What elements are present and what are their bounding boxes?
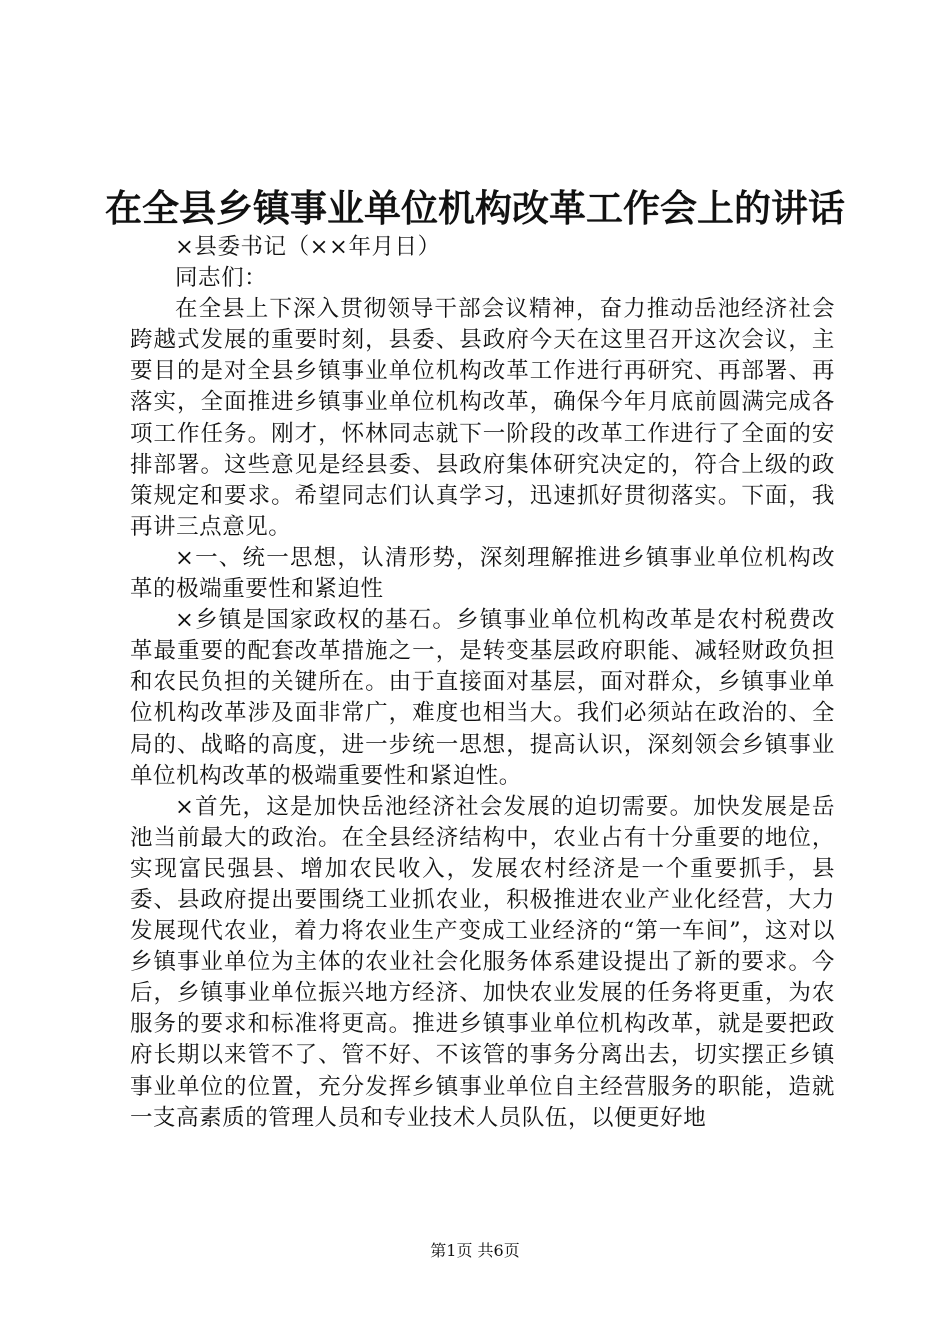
page-number-footer: 第1页 共6页 bbox=[430, 1241, 520, 1260]
body-paragraph: ×首先，这是加快岳池经济社会发展的迫切需要。加快发展是岳池当前最大的政治。在全县经济结构中，农业占有十分重要的地位，实现富民强县、增加农民收入，发展农村经济是一个重要抓手，县委、县政府提出要围绕工业抓农业，积极推进农业产业化经营，大力发展现代农业，着力将农业生产变成工业经济的“第一车间”，这对以乡镇事业单位为主体的农业社会化服务体系建设提出了新的要求。今后，乡镇事业单位振兴地方经济、加快农业发展的任务将更重，为农服务的要求和标准将更高。推进乡镇事业单位机构改革，就是要把政府长期以来管不了、管不好、不该管的事务分离出去，切实摆正乡镇事业单位的位置，充分发挥乡镇事业单位自主经营服务的职能，造就一支高素质的管理人员和专业技术人员队伍，以便更好地 bbox=[130, 793, 835, 1131]
salutation: 同志们： bbox=[175, 265, 268, 292]
document-body bbox=[130, 232, 835, 1134]
body-paragraph: ×乡镇是国家政权的基石。乡镇事业单位机构改革是农村税费改革最重要的配套改革措施之一，是转变基层政府职能、减轻财政负担和农民负担的关键所在。由于直接面对基层，面对群众，乡镇事业单位机构改革涉及面非常广，难度也相当大。我们必须站在政治的、全局的、战略的高度，进一步统一思想，提高认识，深刻领会乡镇事业单位机构改革的极端重要性和紧迫性。 bbox=[130, 607, 835, 789]
body-paragraph: 在全县上下深入贯彻领导干部会议精神，奋力推动岳池经济社会跨越式发展的重要时刻，县委、县政府今天在这里召开这次会议，主要目的是对全县乡镇事业单位机构改革工作进行再研究、再部署、再落实，全面推进乡镇事业单位机构改革，确保今年月底前圆满完成各项工作任务。刚才，怀林同志就下一阶段的改革工作进行了全面的安排部署。这些意见是经县委、县政府集体研究决定的，符合上级的政策规定和要求。希望同志们认真学习，迅速抓好贯彻落实。下面，我再讲三点意见。 bbox=[130, 296, 835, 540]
document-title: 在全县乡镇事业单位机构改革工作会上的讲话 bbox=[105, 186, 845, 230]
section-heading: ×一、统一思想，认清形势，深刻理解推进乡镇事业单位机构改革的极端重要性和紧迫性 bbox=[130, 544, 835, 603]
author-line: ×县委书记（××年月日） bbox=[175, 234, 441, 260]
